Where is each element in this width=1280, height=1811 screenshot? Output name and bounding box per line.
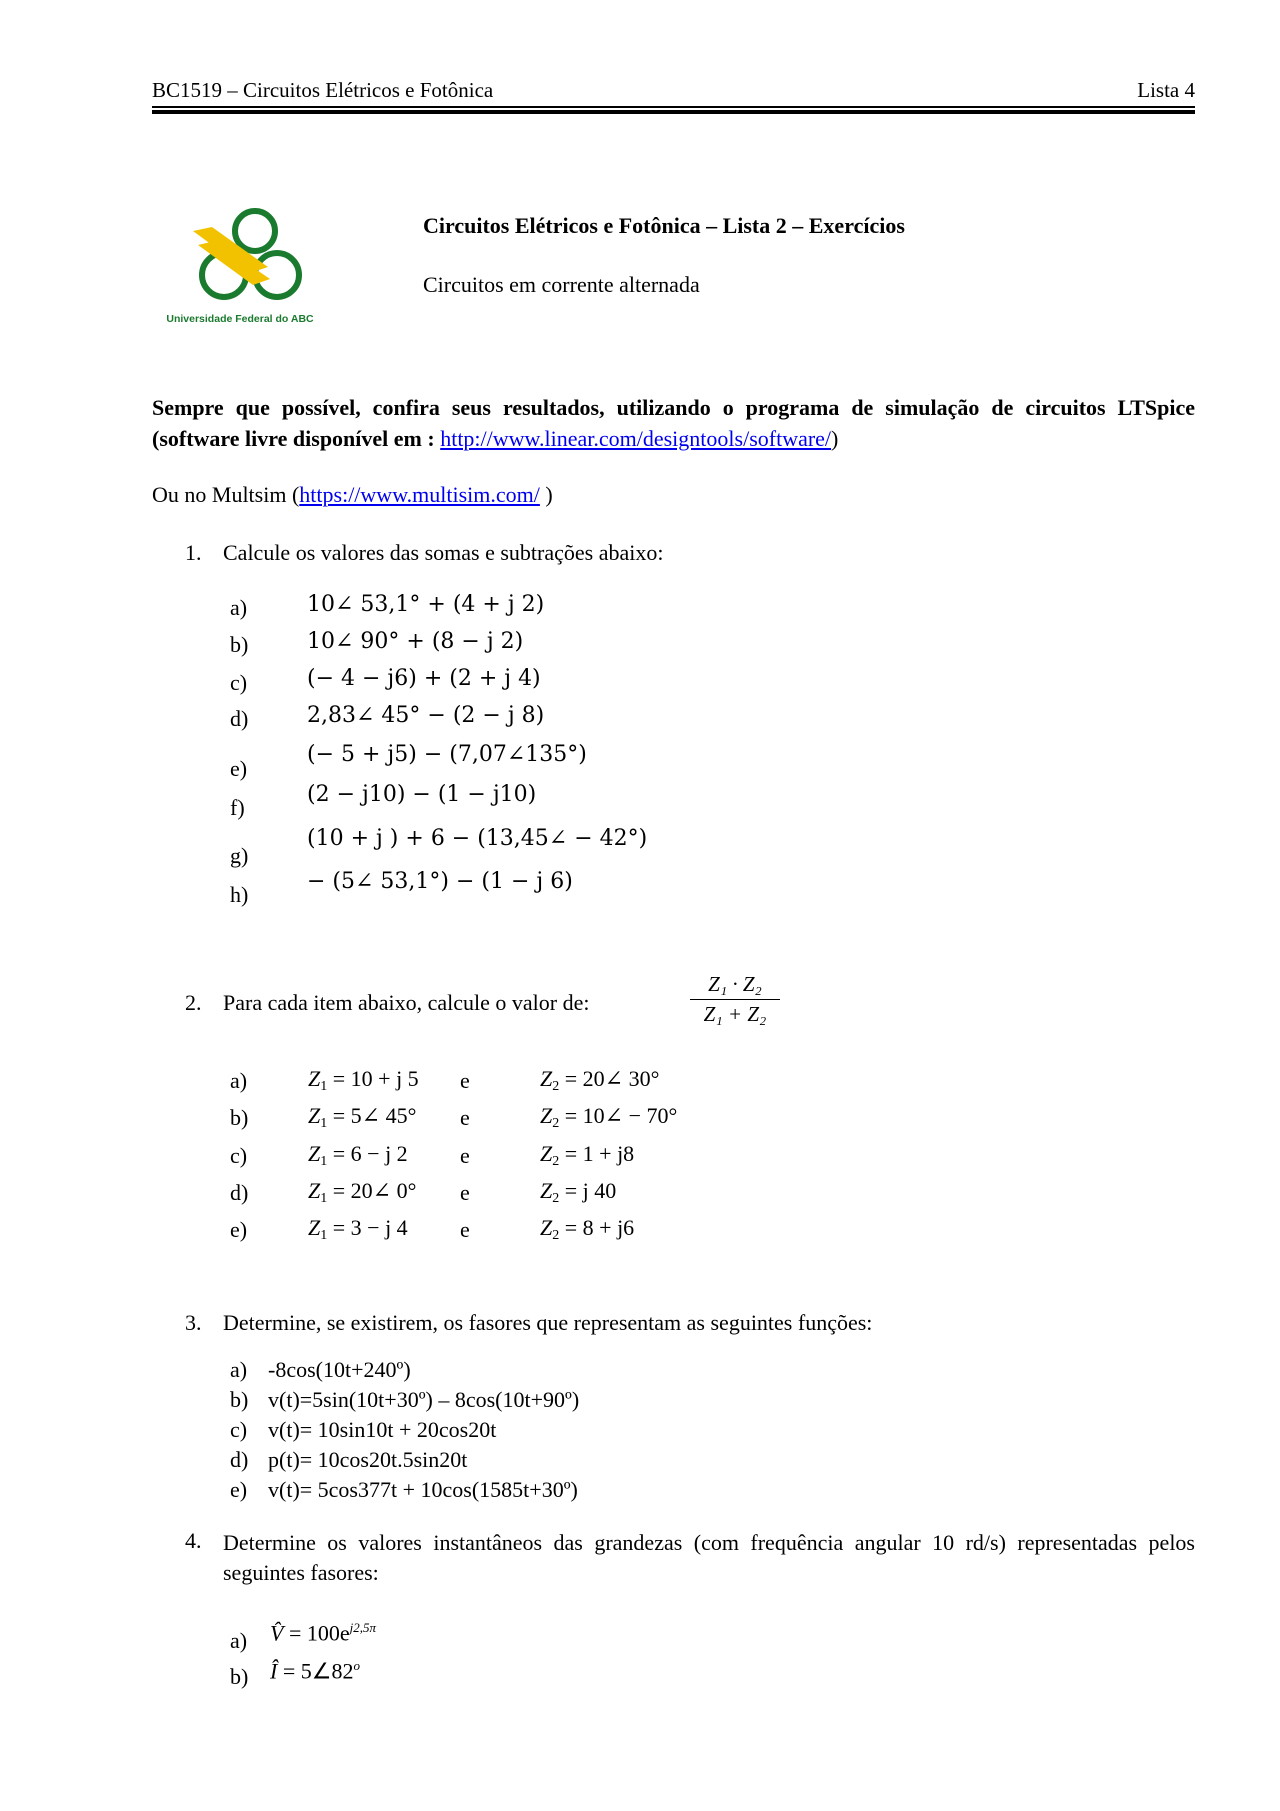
q1-expr: 2,83∠ 45° − (2 − j 8) xyxy=(307,703,545,728)
page-subtitle: Circuitos em corrente alternada xyxy=(423,272,700,297)
q3-item: b) v(t)=5sin(10t+30º) – 8cos(10t+90º) xyxy=(230,1387,580,1412)
q4-phasor-v: V̂ = $100e^{j2,5\pi}$ xyxy=(270,1620,376,1646)
q4-label: a) xyxy=(230,1628,248,1653)
intro-paragraph xyxy=(152,392,1195,454)
fraction-denominator: Z₁ + Z₂ xyxy=(703,1002,767,1026)
ltspice-link[interactable]: http://www.linear.com/designtools/software/ xyxy=(440,426,832,451)
q4-text: Determine os valores instantâneos das grandezas (com frequência angular 10 rd/s) representadas pelos seguintes fasores: xyxy=(223,1530,1195,1585)
header-list: Lista 4 xyxy=(1137,78,1195,102)
q3-item: a) -8cos(10t+240º) xyxy=(230,1357,411,1382)
q2-z2: $Z_2$ = 10∠ − 70° xyxy=(540,1103,678,1131)
q2-z1: $Z_1$ = 5∠ 45° xyxy=(308,1103,417,1131)
intro-text: Sempre que possível, confira seus resultados, utilizando o programa de simulação de circuitos LTSpice (software livre disponível em : xyxy=(152,395,1195,451)
multisim-link[interactable]: https://www.multisim.com/ xyxy=(299,482,540,507)
q1-text: Calcule os valores das somas e subtrações abaixo: xyxy=(223,540,664,565)
q2-conj: e xyxy=(460,1217,470,1242)
q4-label: b) xyxy=(230,1664,249,1689)
q1-expr: (10 + j ) + 6 − (13,45∠ − 42°) xyxy=(307,826,648,851)
page-title: Circuitos Elétricos e Fotônica – Lista 2 – Exercícios xyxy=(423,213,905,238)
q2-label: e) xyxy=(230,1217,248,1242)
fraction-numerator: Z₁ · Z₂ xyxy=(690,972,780,1000)
q2-z1: $Z_1 = 3 - j$ 4 xyxy=(308,1215,408,1243)
header-course: BC1519 – Circuitos Elétricos e Fotônica xyxy=(152,78,494,102)
q1-expr: (− 5 + j5) − (7,07∠135°) xyxy=(307,742,587,767)
header-rule-thick xyxy=(152,110,1195,114)
q1-expr: (2 − j10) − (1 − j10) xyxy=(307,782,537,807)
q1-label: a) xyxy=(230,595,248,620)
q3-item: d) p(t)= 10cos20t.5sin20t xyxy=(230,1447,468,1472)
q1-label: c) xyxy=(230,670,248,695)
q1-label: h) xyxy=(230,882,249,907)
q2-label: d) xyxy=(230,1180,249,1205)
multisim-suffix: ) xyxy=(539,482,553,507)
q2-z1: $Z_1 = 6 - j$ 2 xyxy=(308,1141,408,1169)
q2-z2: $Z_2 = 1 + j8$ xyxy=(540,1141,635,1169)
q1-label: b) xyxy=(230,632,249,657)
q3-item: e) v(t)= 5cos377t + 10cos(1585t+30º) xyxy=(230,1477,578,1502)
q2-text: Para cada item abaixo, calcule o valor de: xyxy=(223,990,590,1015)
q1-label: e) xyxy=(230,756,248,781)
q1-expr: − (5∠ 53,1°) − (1 − j 6) xyxy=(307,869,573,894)
q1-number: 1. xyxy=(185,540,202,565)
q2-label: c) xyxy=(230,1143,248,1168)
q2-label: a) xyxy=(230,1068,248,1093)
q1-label: f) xyxy=(230,795,245,820)
q2-conj: e xyxy=(460,1180,470,1205)
q4-phasor-i: Î = $5\angle 82^o$ xyxy=(270,1658,360,1684)
q3-number: 3. xyxy=(185,1310,202,1335)
q1-label: g) xyxy=(230,843,249,868)
q3-item: c) v(t)= 10sin10t + 20cos20t xyxy=(230,1417,497,1442)
q3-text: Determine, se existirem, os fasores que representam as seguintes funções: xyxy=(223,1310,873,1335)
q1-expr: 10∠ 53,1° + (4 + j 2) xyxy=(307,592,545,617)
q2-label: b) xyxy=(230,1105,249,1130)
q1-expr: (− 4 − j6) + (2 + j 4) xyxy=(307,666,541,691)
q2-number: 2. xyxy=(185,990,202,1015)
q2-fraction xyxy=(690,972,780,1027)
multisim-prefix: Ou no Multsim ( xyxy=(152,482,300,507)
multisim-line xyxy=(152,482,553,508)
q2-conj: e xyxy=(460,1143,470,1168)
logo-caption: Universidade Federal do ABC xyxy=(166,313,314,325)
header-rule-thin xyxy=(152,106,1195,108)
q2-z1: $Z_1 = 10 + j$ 5 xyxy=(308,1066,419,1094)
q1-label: d) xyxy=(230,706,249,731)
q4-number: 4. xyxy=(185,1528,202,1553)
intro-close: ) xyxy=(831,426,839,451)
q1-expr: 10∠ 90° + (8 − j 2) xyxy=(307,629,524,654)
q2-z2: $Z_2 = j$ 40 xyxy=(540,1178,617,1206)
q2-conj: e xyxy=(460,1068,470,1093)
q2-z1: $Z_1$ = 20∠ 0° xyxy=(308,1178,417,1206)
q2-z2: $Z_2 = 8 + j6$ xyxy=(540,1215,635,1243)
q2-conj: e xyxy=(460,1105,470,1130)
ufabc-logo xyxy=(160,205,320,330)
q2-z2: $Z_2$ = 20∠ 30° xyxy=(540,1066,660,1094)
